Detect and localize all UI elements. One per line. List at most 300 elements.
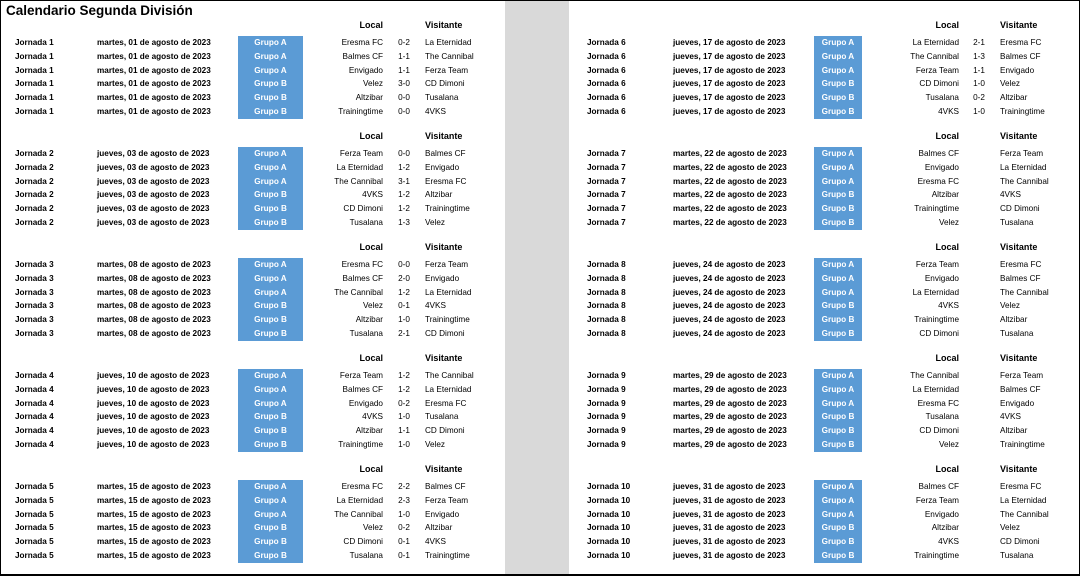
date-cell[interactable]: jueves, 31 de agosto de 2023 bbox=[673, 537, 786, 547]
score-cell[interactable]: 1-1 bbox=[973, 65, 985, 75]
away-team-cell[interactable]: 4VKS bbox=[1000, 412, 1021, 422]
date-cell[interactable]: jueves, 17 de agosto de 2023 bbox=[673, 79, 786, 89]
jornada-cell[interactable]: Jornada 7 bbox=[587, 176, 626, 186]
group-cell[interactable]: Grupo A bbox=[238, 286, 303, 300]
jornada-cell[interactable]: Jornada 7 bbox=[587, 204, 626, 214]
away-team-cell[interactable]: Trainingtime bbox=[425, 315, 470, 325]
score-cell[interactable]: 1-2 bbox=[398, 384, 410, 394]
home-team-cell[interactable]: The Cannibal bbox=[334, 176, 383, 186]
score-cell[interactable]: 1-0 bbox=[398, 440, 410, 449]
jornada-cell[interactable]: Jornada 4 bbox=[15, 398, 54, 408]
group-cell[interactable]: Grupo B bbox=[814, 410, 862, 424]
jornada-cell[interactable]: Jornada 5 bbox=[15, 537, 54, 547]
jornada-cell[interactable]: Jornada 3 bbox=[15, 273, 54, 283]
date-cell[interactable]: martes, 29 de agosto de 2023 bbox=[673, 398, 787, 408]
date-cell[interactable]: jueves, 24 de agosto de 2023 bbox=[673, 301, 786, 311]
date-cell[interactable]: jueves, 31 de agosto de 2023 bbox=[673, 523, 786, 533]
away-team-cell[interactable]: CD Dimoni bbox=[425, 329, 465, 338]
home-team-cell[interactable]: The Cannibal bbox=[334, 509, 383, 519]
jornada-cell[interactable]: Jornada 6 bbox=[587, 93, 626, 103]
home-team-cell[interactable]: Balmes CF bbox=[342, 51, 383, 61]
group-cell[interactable]: Grupo B bbox=[238, 299, 303, 313]
away-team-cell[interactable]: CD Dimoni bbox=[425, 79, 465, 89]
away-team-cell[interactable]: Velez bbox=[1000, 301, 1021, 311]
group-cell[interactable]: Grupo A bbox=[814, 494, 862, 508]
jornada-cell[interactable]: Jornada 2 bbox=[15, 176, 54, 186]
home-team-cell[interactable]: Velez bbox=[938, 440, 959, 449]
away-team-cell[interactable]: Ferza Team bbox=[425, 65, 469, 75]
date-cell[interactable]: jueves, 03 de agosto de 2023 bbox=[97, 190, 210, 200]
away-team-cell[interactable]: The Cannibal bbox=[1000, 509, 1049, 519]
away-team-cell[interactable]: Balmes CF bbox=[1000, 51, 1041, 61]
home-team-cell[interactable]: 4VKS bbox=[938, 107, 959, 116]
away-team-cell[interactable]: Eresma FC bbox=[425, 398, 467, 408]
jornada-cell[interactable]: Jornada 9 bbox=[587, 440, 626, 449]
score-cell[interactable]: 2-0 bbox=[398, 273, 410, 283]
date-cell[interactable]: martes, 08 de agosto de 2023 bbox=[97, 287, 211, 297]
date-cell[interactable]: jueves, 10 de agosto de 2023 bbox=[97, 384, 210, 394]
group-cell[interactable]: Grupo B bbox=[814, 202, 862, 216]
group-cell[interactable]: Grupo A bbox=[238, 494, 303, 508]
away-team-cell[interactable]: The Cannibal bbox=[1000, 287, 1049, 297]
jornada-cell[interactable]: Jornada 3 bbox=[15, 301, 54, 311]
jornada-cell[interactable]: Jornada 9 bbox=[587, 398, 626, 408]
score-cell[interactable]: 0-1 bbox=[398, 301, 410, 311]
group-cell[interactable]: Grupo B bbox=[238, 438, 303, 452]
away-team-cell[interactable]: Eresma FC bbox=[425, 176, 467, 186]
home-team-cell[interactable]: Trainingtime bbox=[914, 204, 959, 214]
jornada-cell[interactable]: Jornada 4 bbox=[15, 440, 54, 449]
away-team-cell[interactable]: Eresma FC bbox=[1000, 482, 1042, 491]
away-team-cell[interactable]: 4VKS bbox=[425, 537, 446, 547]
score-cell[interactable]: 0-0 bbox=[398, 93, 410, 103]
home-team-cell[interactable]: CD Dimoni bbox=[919, 329, 959, 338]
away-team-cell[interactable]: CD Dimoni bbox=[425, 426, 465, 436]
home-team-cell[interactable]: Eresma FC bbox=[341, 260, 383, 269]
date-cell[interactable]: martes, 15 de agosto de 2023 bbox=[97, 537, 211, 547]
jornada-cell[interactable]: Jornada 1 bbox=[15, 65, 54, 75]
group-cell[interactable]: Grupo A bbox=[814, 397, 862, 411]
away-team-cell[interactable]: CD Dimoni bbox=[1000, 204, 1040, 214]
home-team-cell[interactable]: Trainingtime bbox=[338, 440, 383, 449]
jornada-cell[interactable]: Jornada 5 bbox=[15, 482, 54, 491]
jornada-cell[interactable]: Jornada 3 bbox=[15, 260, 54, 269]
group-cell[interactable]: Grupo A bbox=[814, 175, 862, 189]
score-cell[interactable]: 1-3 bbox=[973, 51, 985, 61]
home-team-cell[interactable]: Trainingtime bbox=[914, 551, 959, 560]
away-team-cell[interactable]: Tusalana bbox=[1000, 218, 1034, 227]
date-cell[interactable]: martes, 22 de agosto de 2023 bbox=[673, 218, 787, 227]
score-cell[interactable]: 1-3 bbox=[398, 218, 410, 227]
home-team-cell[interactable]: Balmes CF bbox=[918, 482, 959, 491]
home-team-cell[interactable]: Altzibar bbox=[355, 93, 383, 103]
jornada-cell[interactable]: Jornada 2 bbox=[15, 190, 54, 200]
jornada-cell[interactable]: Jornada 5 bbox=[15, 495, 54, 505]
jornada-cell[interactable]: Jornada 5 bbox=[15, 509, 54, 519]
date-cell[interactable]: martes, 22 de agosto de 2023 bbox=[673, 204, 787, 214]
group-cell[interactable]: Grupo A bbox=[814, 508, 862, 522]
home-team-cell[interactable]: La Eternidad bbox=[912, 38, 959, 47]
away-team-cell[interactable]: Tusalana bbox=[425, 412, 459, 422]
score-cell[interactable]: 1-0 bbox=[973, 107, 985, 116]
date-cell[interactable]: jueves, 24 de agosto de 2023 bbox=[673, 273, 786, 283]
group-cell[interactable]: Grupo B bbox=[814, 549, 862, 563]
home-team-cell[interactable]: 4VKS bbox=[362, 190, 383, 200]
group-cell[interactable]: Grupo B bbox=[814, 188, 862, 202]
date-cell[interactable]: jueves, 17 de agosto de 2023 bbox=[673, 65, 786, 75]
date-cell[interactable]: martes, 15 de agosto de 2023 bbox=[97, 523, 211, 533]
score-cell[interactable]: 0-2 bbox=[398, 523, 410, 533]
date-cell[interactable]: jueves, 24 de agosto de 2023 bbox=[673, 260, 786, 269]
date-cell[interactable]: jueves, 31 de agosto de 2023 bbox=[673, 495, 786, 505]
jornada-cell[interactable]: Jornada 2 bbox=[15, 149, 54, 158]
away-team-cell[interactable]: Envigado bbox=[1000, 398, 1035, 408]
score-cell[interactable]: 2-3 bbox=[398, 495, 410, 505]
home-team-cell[interactable]: La Eternidad bbox=[336, 495, 383, 505]
date-cell[interactable]: jueves, 17 de agosto de 2023 bbox=[673, 93, 786, 103]
date-cell[interactable]: jueves, 10 de agosto de 2023 bbox=[97, 426, 210, 436]
away-team-cell[interactable]: Velez bbox=[1000, 79, 1021, 89]
home-team-cell[interactable]: Trainingtime bbox=[338, 107, 383, 116]
away-team-cell[interactable]: Trainingtime bbox=[1000, 440, 1045, 449]
jornada-cell[interactable]: Jornada 6 bbox=[587, 107, 626, 116]
home-team-cell[interactable]: Balmes CF bbox=[342, 384, 383, 394]
jornada-cell[interactable]: Jornada 2 bbox=[15, 204, 54, 214]
date-cell[interactable]: martes, 01 de agosto de 2023 bbox=[97, 107, 211, 116]
home-team-cell[interactable]: The Cannibal bbox=[910, 51, 959, 61]
away-team-cell[interactable]: La Eternidad bbox=[1000, 162, 1047, 172]
home-team-cell[interactable]: 4VKS bbox=[362, 412, 383, 422]
jornada-cell[interactable]: Jornada 7 bbox=[587, 218, 626, 227]
away-team-cell[interactable]: Altzibar bbox=[425, 190, 453, 200]
score-cell[interactable]: 1-1 bbox=[398, 426, 410, 436]
home-team-cell[interactable]: Envigado bbox=[924, 509, 959, 519]
group-cell[interactable]: Grupo A bbox=[238, 258, 303, 272]
date-cell[interactable]: martes, 08 de agosto de 2023 bbox=[97, 301, 211, 311]
away-team-cell[interactable]: Velez bbox=[425, 440, 446, 449]
home-team-cell[interactable]: La Eternidad bbox=[912, 287, 959, 297]
group-cell[interactable]: Grupo B bbox=[238, 77, 303, 91]
home-team-cell[interactable]: Tusalana bbox=[925, 412, 959, 422]
score-cell[interactable]: 2-2 bbox=[398, 482, 410, 491]
group-cell[interactable]: Grupo B bbox=[238, 105, 303, 119]
away-team-cell[interactable]: CD Dimoni bbox=[1000, 537, 1040, 547]
away-team-cell[interactable]: Ferza Team bbox=[1000, 371, 1044, 380]
group-cell[interactable]: Grupo B bbox=[814, 535, 862, 549]
group-cell[interactable]: Grupo B bbox=[814, 299, 862, 313]
score-cell[interactable]: 1-0 bbox=[973, 79, 985, 89]
jornada-cell[interactable]: Jornada 1 bbox=[15, 51, 54, 61]
date-cell[interactable]: jueves, 17 de agosto de 2023 bbox=[673, 51, 786, 61]
jornada-cell[interactable]: Jornada 10 bbox=[587, 495, 631, 505]
jornada-cell[interactable]: Jornada 7 bbox=[587, 162, 626, 172]
jornada-cell[interactable]: Jornada 6 bbox=[587, 51, 626, 61]
jornada-cell[interactable]: Jornada 1 bbox=[15, 107, 54, 116]
jornada-cell[interactable]: Jornada 9 bbox=[587, 426, 626, 436]
group-cell[interactable]: Grupo B bbox=[238, 549, 303, 563]
home-team-cell[interactable]: Altzibar bbox=[931, 523, 959, 533]
away-team-cell[interactable]: La Eternidad bbox=[425, 384, 472, 394]
group-cell[interactable]: Grupo B bbox=[238, 216, 303, 230]
away-team-cell[interactable]: Altzibar bbox=[425, 523, 453, 533]
away-team-cell[interactable]: Trainingtime bbox=[425, 204, 470, 214]
group-cell[interactable]: Grupo B bbox=[238, 424, 303, 438]
date-cell[interactable]: martes, 01 de agosto de 2023 bbox=[97, 93, 211, 103]
date-cell[interactable]: jueves, 31 de agosto de 2023 bbox=[673, 482, 786, 491]
group-cell[interactable]: Grupo A bbox=[238, 161, 303, 175]
away-team-cell[interactable]: Balmes CF bbox=[425, 149, 466, 158]
home-team-cell[interactable]: Envigado bbox=[348, 65, 383, 75]
date-cell[interactable]: martes, 01 de agosto de 2023 bbox=[97, 79, 211, 89]
away-team-cell[interactable]: 4VKS bbox=[425, 107, 446, 116]
jornada-cell[interactable]: Jornada 6 bbox=[587, 79, 626, 89]
date-cell[interactable]: martes, 15 de agosto de 2023 bbox=[97, 482, 211, 491]
away-team-cell[interactable]: 4VKS bbox=[1000, 190, 1021, 200]
group-cell[interactable]: Grupo A bbox=[238, 147, 303, 161]
home-team-cell[interactable]: Envigado bbox=[924, 273, 959, 283]
home-team-cell[interactable]: Velez bbox=[362, 301, 383, 311]
away-team-cell[interactable]: 4VKS bbox=[425, 301, 446, 311]
date-cell[interactable]: martes, 08 de agosto de 2023 bbox=[97, 260, 211, 269]
home-team-cell[interactable]: The Cannibal bbox=[334, 287, 383, 297]
away-team-cell[interactable]: Trainingtime bbox=[425, 551, 470, 560]
home-team-cell[interactable]: CD Dimoni bbox=[919, 79, 959, 89]
group-cell[interactable]: Grupo B bbox=[814, 438, 862, 452]
group-cell[interactable]: Grupo A bbox=[238, 480, 303, 494]
jornada-cell[interactable]: Jornada 2 bbox=[15, 162, 54, 172]
away-team-cell[interactable]: Ferza Team bbox=[425, 260, 469, 269]
home-team-cell[interactable]: Ferza Team bbox=[339, 149, 383, 158]
away-team-cell[interactable]: Ferza Team bbox=[425, 495, 469, 505]
group-cell[interactable]: Grupo B bbox=[814, 424, 862, 438]
home-team-cell[interactable]: Eresma FC bbox=[341, 38, 383, 47]
group-cell[interactable]: Grupo B bbox=[238, 313, 303, 327]
jornada-cell[interactable]: Jornada 4 bbox=[15, 371, 54, 380]
jornada-cell[interactable]: Jornada 4 bbox=[15, 412, 54, 422]
score-cell[interactable]: 3-1 bbox=[398, 176, 410, 186]
home-team-cell[interactable]: CD Dimoni bbox=[343, 537, 383, 547]
home-team-cell[interactable]: Tusalana bbox=[349, 551, 383, 560]
away-team-cell[interactable]: Envigado bbox=[1000, 65, 1035, 75]
home-team-cell[interactable]: 4VKS bbox=[938, 301, 959, 311]
home-team-cell[interactable]: Eresma FC bbox=[341, 482, 383, 491]
jornada-cell[interactable]: Jornada 4 bbox=[15, 384, 54, 394]
away-team-cell[interactable]: Balmes CF bbox=[1000, 384, 1041, 394]
jornada-cell[interactable]: Jornada 9 bbox=[587, 371, 626, 380]
group-cell[interactable]: Grupo A bbox=[814, 286, 862, 300]
score-cell[interactable]: 1-2 bbox=[398, 287, 410, 297]
date-cell[interactable]: jueves, 03 de agosto de 2023 bbox=[97, 204, 210, 214]
date-cell[interactable]: jueves, 10 de agosto de 2023 bbox=[97, 398, 210, 408]
jornada-cell[interactable]: Jornada 3 bbox=[15, 287, 54, 297]
score-cell[interactable]: 1-0 bbox=[398, 509, 410, 519]
date-cell[interactable]: jueves, 31 de agosto de 2023 bbox=[673, 509, 786, 519]
score-cell[interactable]: 1-1 bbox=[398, 65, 410, 75]
jornada-cell[interactable]: Jornada 1 bbox=[15, 38, 54, 47]
date-cell[interactable]: martes, 08 de agosto de 2023 bbox=[97, 329, 211, 338]
group-cell[interactable]: Grupo A bbox=[238, 508, 303, 522]
score-cell[interactable]: 0-0 bbox=[398, 149, 410, 158]
group-cell[interactable]: Grupo A bbox=[814, 36, 862, 50]
jornada-cell[interactable]: Jornada 8 bbox=[587, 329, 626, 338]
home-team-cell[interactable]: Eresma FC bbox=[917, 176, 959, 186]
group-cell[interactable]: Grupo A bbox=[238, 175, 303, 189]
group-cell[interactable]: Grupo A bbox=[814, 383, 862, 397]
away-team-cell[interactable]: Tusalana bbox=[1000, 329, 1034, 338]
away-team-cell[interactable]: La Eternidad bbox=[1000, 495, 1047, 505]
away-team-cell[interactable]: Tusalana bbox=[425, 93, 459, 103]
date-cell[interactable]: jueves, 31 de agosto de 2023 bbox=[673, 551, 786, 560]
score-cell[interactable]: 0-2 bbox=[398, 398, 410, 408]
date-cell[interactable]: jueves, 24 de agosto de 2023 bbox=[673, 329, 786, 338]
away-team-cell[interactable]: Altzibar bbox=[1000, 93, 1028, 103]
group-cell[interactable]: Grupo A bbox=[814, 147, 862, 161]
group-cell[interactable]: Grupo A bbox=[238, 64, 303, 78]
group-cell[interactable]: Grupo B bbox=[238, 188, 303, 202]
date-cell[interactable]: jueves, 03 de agosto de 2023 bbox=[97, 218, 210, 227]
jornada-cell[interactable]: Jornada 5 bbox=[15, 551, 54, 560]
score-cell[interactable]: 0-1 bbox=[398, 551, 410, 560]
jornada-cell[interactable]: Jornada 10 bbox=[587, 523, 631, 533]
date-cell[interactable]: martes, 22 de agosto de 2023 bbox=[673, 149, 787, 158]
group-cell[interactable]: Grupo A bbox=[814, 50, 862, 64]
home-team-cell[interactable]: Ferza Team bbox=[915, 65, 959, 75]
group-cell[interactable]: Grupo A bbox=[238, 50, 303, 64]
group-cell[interactable]: Grupo A bbox=[238, 369, 303, 383]
score-cell[interactable]: 1-2 bbox=[398, 204, 410, 214]
home-team-cell[interactable]: CD Dimoni bbox=[343, 204, 383, 214]
date-cell[interactable]: jueves, 03 de agosto de 2023 bbox=[97, 149, 210, 158]
date-cell[interactable]: jueves, 03 de agosto de 2023 bbox=[97, 176, 210, 186]
jornada-cell[interactable]: Jornada 9 bbox=[587, 412, 626, 422]
group-cell[interactable]: Grupo B bbox=[238, 202, 303, 216]
date-cell[interactable]: martes, 01 de agosto de 2023 bbox=[97, 51, 211, 61]
away-team-cell[interactable]: Envigado bbox=[425, 273, 460, 283]
jornada-cell[interactable]: Jornada 8 bbox=[587, 273, 626, 283]
date-cell[interactable]: martes, 29 de agosto de 2023 bbox=[673, 426, 787, 436]
away-team-cell[interactable]: Trainingtime bbox=[1000, 107, 1045, 116]
group-cell[interactable]: Grupo B bbox=[238, 91, 303, 105]
home-team-cell[interactable]: Balmes CF bbox=[342, 273, 383, 283]
group-cell[interactable]: Grupo A bbox=[814, 64, 862, 78]
home-team-cell[interactable]: 4VKS bbox=[938, 537, 959, 547]
score-cell[interactable]: 1-0 bbox=[398, 315, 410, 325]
group-cell[interactable]: Grupo A bbox=[238, 397, 303, 411]
date-cell[interactable]: martes, 29 de agosto de 2023 bbox=[673, 371, 787, 380]
score-cell[interactable]: 0-1 bbox=[398, 537, 410, 547]
away-team-cell[interactable]: The Cannibal bbox=[1000, 176, 1049, 186]
home-team-cell[interactable]: Velez bbox=[362, 523, 383, 533]
group-cell[interactable]: Grupo B bbox=[238, 535, 303, 549]
date-cell[interactable]: martes, 15 de agosto de 2023 bbox=[97, 495, 211, 505]
date-cell[interactable]: martes, 01 de agosto de 2023 bbox=[97, 38, 211, 47]
away-team-cell[interactable]: Velez bbox=[425, 218, 446, 227]
date-cell[interactable]: jueves, 24 de agosto de 2023 bbox=[673, 315, 786, 325]
home-team-cell[interactable]: Velez bbox=[362, 79, 383, 89]
home-team-cell[interactable]: La Eternidad bbox=[336, 162, 383, 172]
home-team-cell[interactable]: Tusalana bbox=[349, 329, 383, 338]
group-cell[interactable]: Grupo A bbox=[814, 480, 862, 494]
jornada-cell[interactable]: Jornada 5 bbox=[15, 523, 54, 533]
date-cell[interactable]: jueves, 10 de agosto de 2023 bbox=[97, 412, 210, 422]
group-cell[interactable]: Grupo A bbox=[238, 383, 303, 397]
home-team-cell[interactable]: Ferza Team bbox=[339, 371, 383, 380]
home-team-cell[interactable]: Altzibar bbox=[355, 426, 383, 436]
group-cell[interactable]: Grupo A bbox=[814, 161, 862, 175]
home-team-cell[interactable]: CD Dimoni bbox=[919, 426, 959, 436]
date-cell[interactable]: martes, 15 de agosto de 2023 bbox=[97, 509, 211, 519]
home-team-cell[interactable]: Envigado bbox=[924, 162, 959, 172]
home-team-cell[interactable]: Velez bbox=[938, 218, 959, 227]
date-cell[interactable]: martes, 22 de agosto de 2023 bbox=[673, 176, 787, 186]
jornada-cell[interactable]: Jornada 9 bbox=[587, 384, 626, 394]
group-cell[interactable]: Grupo A bbox=[238, 36, 303, 50]
jornada-cell[interactable]: Jornada 6 bbox=[587, 38, 626, 47]
score-cell[interactable]: 1-2 bbox=[398, 190, 410, 200]
date-cell[interactable]: martes, 22 de agosto de 2023 bbox=[673, 162, 787, 172]
date-cell[interactable]: jueves, 17 de agosto de 2023 bbox=[673, 38, 786, 47]
score-cell[interactable]: 2-1 bbox=[973, 38, 985, 47]
jornada-cell[interactable]: Jornada 10 bbox=[587, 551, 631, 560]
home-team-cell[interactable]: Altzibar bbox=[355, 315, 383, 325]
home-team-cell[interactable]: Balmes CF bbox=[918, 149, 959, 158]
away-team-cell[interactable]: Altzibar bbox=[1000, 426, 1028, 436]
home-team-cell[interactable]: The Cannibal bbox=[910, 371, 959, 380]
date-cell[interactable]: martes, 29 de agosto de 2023 bbox=[673, 384, 787, 394]
jornada-cell[interactable]: Jornada 10 bbox=[587, 537, 631, 547]
away-team-cell[interactable]: Balmes CF bbox=[1000, 273, 1041, 283]
group-cell[interactable]: Grupo B bbox=[814, 327, 862, 341]
away-team-cell[interactable]: Velez bbox=[1000, 523, 1021, 533]
jornada-cell[interactable]: Jornada 3 bbox=[15, 315, 54, 325]
jornada-cell[interactable]: Jornada 2 bbox=[15, 218, 54, 227]
jornada-cell[interactable]: Jornada 6 bbox=[587, 65, 626, 75]
score-cell[interactable]: 1-0 bbox=[398, 412, 410, 422]
score-cell[interactable]: 0-0 bbox=[398, 107, 410, 116]
away-team-cell[interactable]: Eresma FC bbox=[1000, 260, 1042, 269]
away-team-cell[interactable]: Envigado bbox=[425, 162, 460, 172]
group-cell[interactable]: Grupo B bbox=[814, 216, 862, 230]
score-cell[interactable]: 0-2 bbox=[973, 93, 985, 103]
group-cell[interactable]: Grupo B bbox=[814, 313, 862, 327]
group-cell[interactable]: Grupo A bbox=[814, 258, 862, 272]
away-team-cell[interactable]: La Eternidad bbox=[425, 38, 472, 47]
group-cell[interactable]: Grupo B bbox=[814, 77, 862, 91]
score-cell[interactable]: 0-0 bbox=[398, 260, 410, 269]
date-cell[interactable]: jueves, 03 de agosto de 2023 bbox=[97, 162, 210, 172]
home-team-cell[interactable]: Tusalana bbox=[349, 218, 383, 227]
away-team-cell[interactable]: Ferza Team bbox=[1000, 149, 1044, 158]
home-team-cell[interactable]: Ferza Team bbox=[915, 260, 959, 269]
score-cell[interactable]: 1-1 bbox=[398, 51, 410, 61]
date-cell[interactable]: martes, 29 de agosto de 2023 bbox=[673, 440, 787, 449]
jornada-cell[interactable]: Jornada 7 bbox=[587, 190, 626, 200]
away-team-cell[interactable]: Balmes CF bbox=[425, 482, 466, 491]
group-cell[interactable]: Grupo B bbox=[238, 410, 303, 424]
group-cell[interactable]: Grupo A bbox=[238, 272, 303, 286]
score-cell[interactable]: 1-2 bbox=[398, 162, 410, 172]
away-team-cell[interactable]: Altzibar bbox=[1000, 315, 1028, 325]
home-team-cell[interactable]: Ferza Team bbox=[915, 495, 959, 505]
away-team-cell[interactable]: Tusalana bbox=[1000, 551, 1034, 560]
date-cell[interactable]: jueves, 10 de agosto de 2023 bbox=[97, 371, 210, 380]
jornada-cell[interactable]: Jornada 8 bbox=[587, 301, 626, 311]
score-cell[interactable]: 1-2 bbox=[398, 371, 410, 380]
date-cell[interactable]: martes, 15 de agosto de 2023 bbox=[97, 551, 211, 560]
date-cell[interactable]: jueves, 17 de agosto de 2023 bbox=[673, 107, 786, 116]
jornada-cell[interactable]: Jornada 1 bbox=[15, 93, 54, 103]
jornada-cell[interactable]: Jornada 10 bbox=[587, 509, 631, 519]
